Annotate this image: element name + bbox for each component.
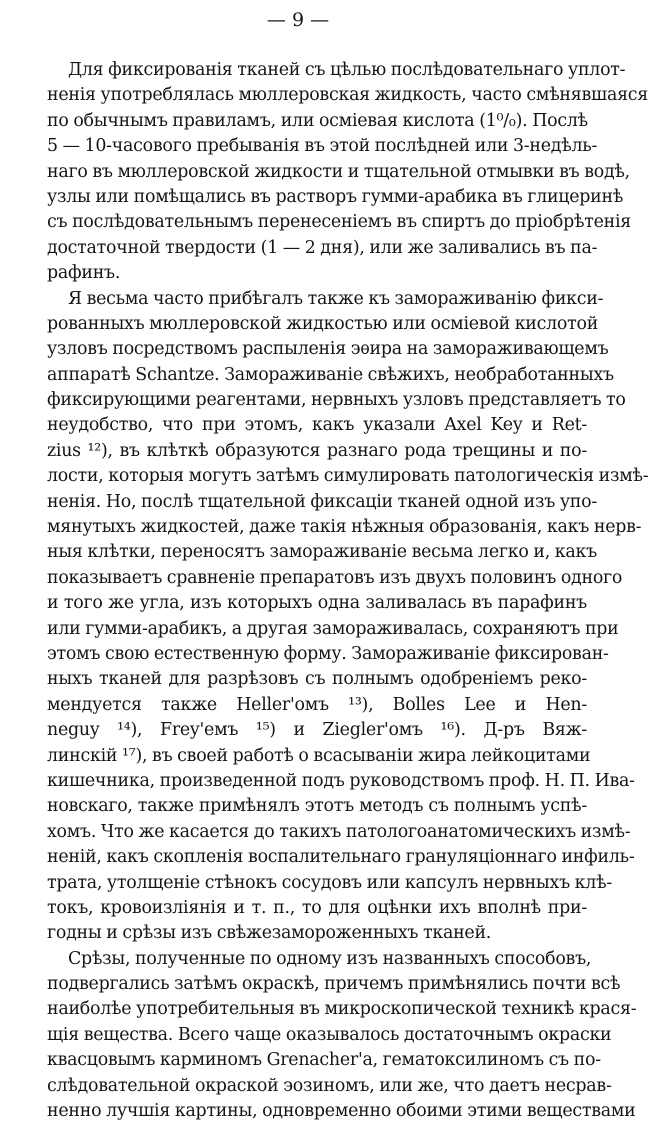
text-line: подвергались затѣмъ окраскѣ, причемъ примѣнялись почти всѣ xyxy=(47,974,621,995)
text-line: узлы или помѣщались въ растворъ гумми-арабика въ глицеринѣ xyxy=(47,186,624,207)
text-line: Срѣзы, полученные по одному изъ названныхъ способовъ, xyxy=(68,948,592,969)
text-line: наиболѣе употребительныя въ микроскопической техникѣ крася- xyxy=(47,999,637,1020)
text-line: 5 — 10-часового пребыванія въ этой послѣдней или 3-недѣль- xyxy=(47,136,598,157)
body-text xyxy=(47,58,648,1124)
text-line: трата, утолщеніе стѣнокъ сосудовъ или капсулъ нервныхъ клѣ- xyxy=(47,872,612,893)
paragraph-staining xyxy=(47,947,637,1124)
text-line: линскій ¹⁷), въ своей работѣ о всасываніи жира лейкоцитами xyxy=(47,745,591,766)
text-line: Я весьма часто прибѣгалъ также къ замораживанію фикси- xyxy=(68,288,604,309)
text-line: мендуется также Heller'омъ ¹³), Bolles Lee и Hen- xyxy=(47,694,587,715)
text-line: показываетъ сравненіе препаратовъ изъ двухъ половинъ одного xyxy=(47,567,623,588)
text-line: фиксирующими реагентами, нервныхъ узловъ представляетъ то xyxy=(47,390,626,411)
text-line: рафинъ. xyxy=(47,263,121,284)
text-line: или гумми-арабикъ, а другая замораживалась, сохраняютъ при xyxy=(47,618,619,639)
text-line: хомъ. Что же касается до такихъ патологоанатомическихъ измѣ- xyxy=(47,821,631,842)
text-line: кишечника, произведенной подъ руководствомъ проф. Н. П. Ива- xyxy=(47,770,635,791)
text-line: по обычнымъ правиламъ, или осміевая кислота (1⁰/₀). Послѣ xyxy=(47,110,588,131)
paragraph-fixation xyxy=(47,58,648,287)
text-line: неній, какъ скопленія воспалительнаго грануляціоннаго инфиль- xyxy=(47,847,635,868)
text-line: этомъ свою естественную форму. Замораживаніе фиксирован- xyxy=(47,643,609,664)
text-line: щія вещества. Всего чаще оказывалось достаточнымъ окраски xyxy=(47,1024,612,1045)
text-line: наго въ мюллеровской жидкости и тщательной отмывки въ водѣ, xyxy=(47,161,630,182)
text-line: съ послѣдовательнымъ перенесеніемъ въ спиртъ до пріобрѣтенія xyxy=(47,212,632,233)
text-line: и того же угла, изъ которыхъ одна заливалась въ парафинъ xyxy=(47,593,587,614)
text-line: ненно лучшія картины, одновременно обоими этими веществами xyxy=(47,1101,636,1122)
text-line: лости, которыя могутъ затѣмъ симулировать патологическія измѣ- xyxy=(47,466,648,487)
text-line: неудобство, что при этомъ, какъ указали Axel Key и Ret- xyxy=(47,415,587,436)
text-line: Для фиксированія тканей съ цѣлью послѣдовательнаго уплот- xyxy=(68,60,626,80)
text-line: neguy ¹⁴), Frey'емъ ¹⁵) и Ziegler'омъ ¹⁶). Д-ръ Вяж- xyxy=(47,720,587,741)
text-line: квасцовымъ карминомъ Grenacher'a, гематоксилиномъ съ по- xyxy=(47,1050,601,1071)
text-line: годны и срѣзы изъ свѣжезамороженныхъ тканей. xyxy=(47,923,492,944)
text-line: узловъ посредствомъ распыленія эѳира на замораживающемъ xyxy=(47,339,609,360)
paragraph-freezing xyxy=(47,287,648,947)
text-line: ныхъ тканей для разрѣзовъ съ полнымъ одобреніемъ реко- xyxy=(47,669,587,690)
text-line: слѣдовательной окраской эозиномъ, или же, что даетъ несрав- xyxy=(47,1075,612,1096)
text-line: рованныхъ мюллеровской жидкостью или осміевой кислотой xyxy=(47,313,599,334)
text-line: токъ, кровоизліянія и т. п., то для оцѣнки ихъ вполнѣ при- xyxy=(47,897,587,918)
page-number: — 9 — xyxy=(266,9,330,31)
text-line: мянутыхъ жидкостей, даже такія нѣжныя образованія, какъ нерв- xyxy=(47,517,642,538)
text-line: ненія. Но, послѣ тщательной фиксаціи тканей одной изъ упо- xyxy=(47,491,597,512)
text-line: новскаго, также примѣнялъ этотъ методъ съ полнымъ успѣ- xyxy=(47,796,587,817)
text-line: ныя клѣтки, переносятъ замораживаніе весьма легко и, какъ xyxy=(47,542,597,563)
text-line: ненія употреблялась мюллеровская жидкость, часто смѣнявшаяся xyxy=(47,85,648,106)
text-line: достаточной твердости (1 — 2 дня), или же заливались въ па- xyxy=(47,237,598,258)
text-line: аппаратѣ Schantze. Замораживаніе свѣжихъ, необработанныхъ xyxy=(47,364,614,385)
text-line: zius ¹²), въ клѣткѣ образуются разнаго рода трещины и по- xyxy=(47,440,587,461)
